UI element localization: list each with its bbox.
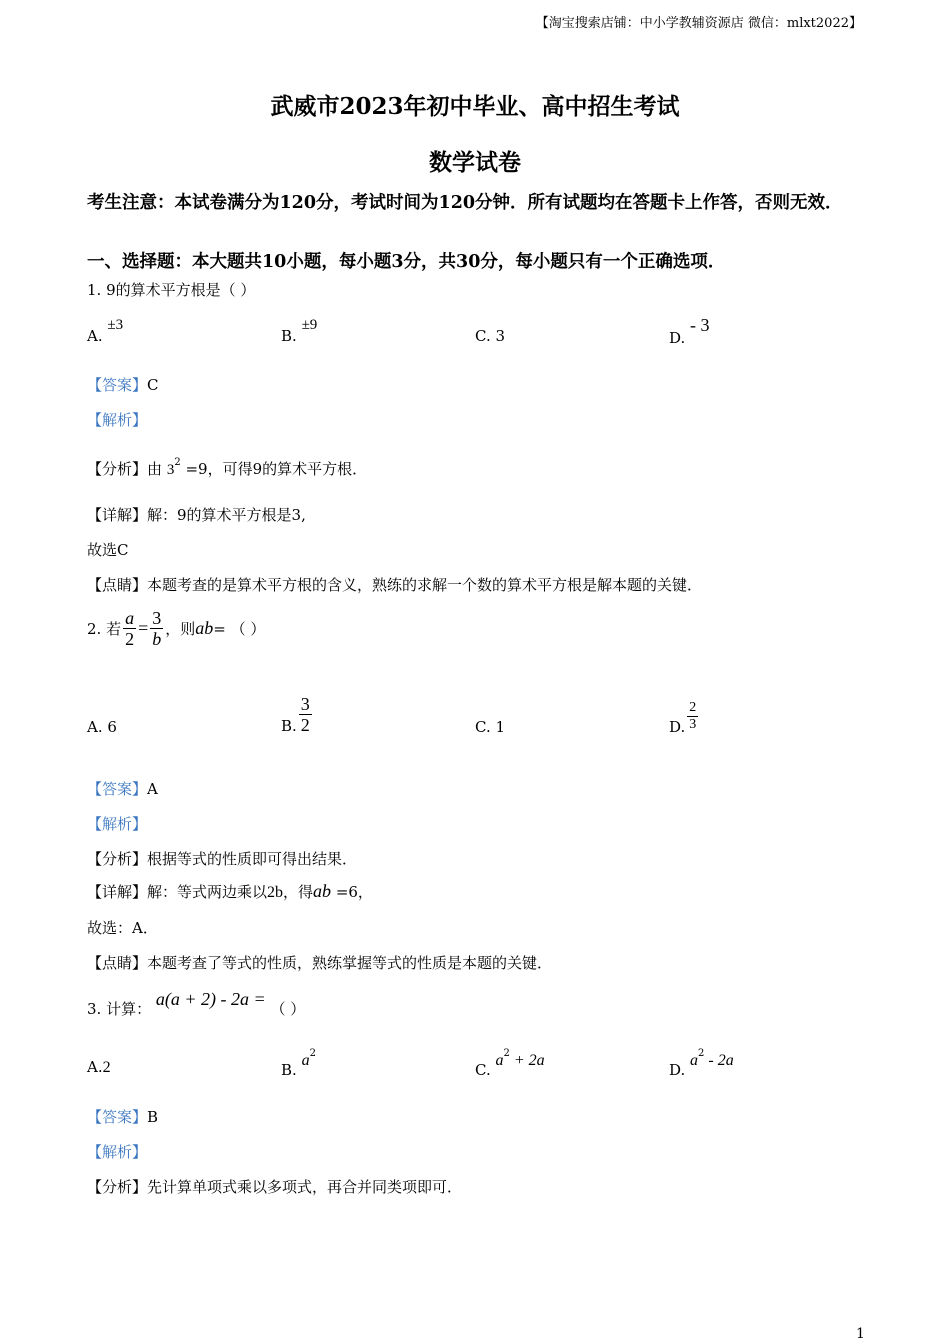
math-base: 3: [166, 462, 175, 478]
q1-dianjing: [87, 574, 702, 595]
numerator: 3: [300, 693, 310, 714]
dianjing-text: 本题考查的是算术平方根的含义，熟练的求解一个数的算术平方根是解本题的关键．: [147, 576, 703, 594]
q1-choose: 故选C: [87, 541, 129, 559]
q3-answer: [87, 1106, 158, 1127]
fenxi-text: 由: [147, 460, 163, 478]
math-2b: 2b: [267, 884, 284, 901]
stem-text: （ ）: [270, 1000, 306, 1018]
q3-option-b: [281, 1048, 316, 1080]
q2-xiangjie: [87, 881, 373, 902]
option-label: D.: [669, 1061, 686, 1079]
fenxi-label: 【分析】: [87, 1178, 148, 1196]
q3-fenxi: [87, 1176, 462, 1197]
option-value: ±3: [107, 317, 124, 333]
page-number: 1: [856, 1326, 865, 1342]
math-rest: - 2a: [704, 1052, 734, 1069]
exam-notice: 考生注意：本试卷满分为120分，考试时间为120分钟．所有试题均在答题卡上作答，否则无效．: [87, 193, 843, 213]
q3-option-c: [475, 1048, 545, 1080]
option-label: D.: [669, 329, 686, 347]
fraction-3-over-b: [150, 608, 163, 649]
stem-text: = （ ）: [213, 620, 266, 638]
dianjing-label: 【点睛】: [87, 954, 148, 972]
xiangjie-text: ，得: [283, 883, 314, 901]
q2-stem: [87, 608, 265, 649]
answer-label: 【答案】: [87, 376, 148, 394]
q2-choose: 故选：A．: [87, 919, 158, 937]
q3-option-d: [669, 1048, 734, 1080]
fenxi-label: 【分析】: [87, 850, 148, 868]
dianjing-label: 【点睛】: [87, 576, 148, 594]
q1-answer: [87, 374, 159, 395]
q1-xiangjie: [87, 504, 306, 525]
q1-stem: 1. 9的算术平方根是（ ）: [87, 281, 256, 299]
xiangjie-text: 解：9的算术平方根是3,: [147, 506, 306, 524]
q1-option-b: [281, 317, 318, 346]
denominator: 2: [125, 629, 135, 649]
q3-analysis-label: 【解析】: [87, 1143, 148, 1161]
q1-analysis-label: 【解析】: [87, 411, 148, 429]
math-ab: ab: [195, 618, 214, 638]
q2-option-a: A. 6: [87, 718, 117, 736]
answer-label: 【答案】: [87, 1108, 148, 1126]
q3-option-a: [87, 1058, 111, 1077]
exam-subtitle: 数学试卷: [429, 149, 521, 176]
fenxi-text: ，可得9的算术平方根．: [207, 460, 368, 478]
xiangjie-label: 【详解】: [87, 506, 148, 524]
section-heading: 一、选择题：本大题共10小题，每小题3分，共30分，每小题只有一个正确选项．: [87, 252, 726, 272]
answer-value: C: [147, 376, 159, 394]
q2-option-d: [669, 694, 700, 738]
option-value: ±9: [301, 317, 318, 333]
q1-option-c: C. 3: [475, 327, 506, 345]
xiangjie-text: =6，: [331, 883, 373, 901]
math-exponent: 2: [503, 1048, 510, 1059]
dianjing-text: 本题考查了等式的性质，熟练掌握等式的性质是本题的关键．: [147, 954, 553, 972]
equals-sign: =: [138, 618, 149, 638]
option-label: D.: [669, 718, 686, 736]
option-value: 2: [102, 1059, 111, 1076]
q2-dianjing: [87, 952, 552, 973]
answer-label: 【答案】: [87, 780, 148, 798]
option-label: B.: [281, 717, 297, 735]
stem-text: 3. 计算：: [87, 1000, 152, 1018]
q1-option-a: [87, 317, 124, 346]
fraction-a-over-2: [123, 608, 136, 649]
numerator: 2: [689, 699, 697, 715]
q2-option-b: [281, 690, 314, 738]
math-exponent: 2: [174, 457, 181, 468]
math-base: a: [495, 1052, 504, 1069]
q2-option-c: C. 1: [475, 718, 506, 736]
fraction-2-over-3: [687, 700, 698, 733]
denominator: 3: [689, 716, 697, 732]
answer-value: B: [147, 1108, 159, 1126]
math-expression: a(a + 2) - 2a =: [155, 989, 266, 1009]
math-eq: =9: [180, 460, 208, 478]
xiangjie-text: 解：等式两边乘以: [147, 883, 268, 901]
option-value: - 3: [690, 315, 710, 335]
header-watermark: 【淘宝搜索店铺：中小学教辅资源店 微信：mlxt2022】: [535, 16, 862, 31]
q2-answer: [87, 778, 158, 799]
math-rest: + 2a: [509, 1052, 545, 1069]
q1-fenxi: [87, 457, 367, 479]
fenxi-text: 先计算单项式乘以多项式，再合并同类项即可．: [147, 1178, 463, 1196]
stem-text: 2. 若: [87, 620, 122, 638]
answer-value: A: [147, 780, 158, 798]
numerator: a: [125, 608, 135, 628]
fenxi-label: 【分析】: [87, 460, 148, 478]
numerator: 3: [152, 608, 162, 628]
math-base: a: [301, 1052, 310, 1069]
q2-analysis-label: 【解析】: [87, 815, 148, 833]
denominator: b: [152, 629, 162, 649]
option-label: A.: [87, 1058, 103, 1076]
fraction-3-over-2: [299, 694, 312, 735]
stem-text: ，则: [165, 620, 196, 638]
q2-fenxi: [87, 848, 357, 869]
option-label: A.: [87, 327, 103, 345]
xiangjie-label: 【详解】: [87, 883, 148, 901]
math-exponent: 2: [309, 1048, 316, 1059]
option-label: B.: [281, 1061, 297, 1079]
option-label: B.: [281, 327, 297, 345]
q1-option-d: [669, 315, 710, 348]
math-base: a: [690, 1052, 699, 1069]
exam-title: 武威市2023年初中毕业、高中招生考试: [270, 93, 680, 120]
math-ab: ab: [313, 881, 332, 901]
denominator: 2: [300, 714, 310, 735]
option-label: C.: [475, 1061, 491, 1079]
math-exponent: 2: [698, 1048, 705, 1059]
fenxi-text: 根据等式的性质即可得出结果．: [147, 850, 358, 868]
q3-stem: [87, 989, 306, 1019]
